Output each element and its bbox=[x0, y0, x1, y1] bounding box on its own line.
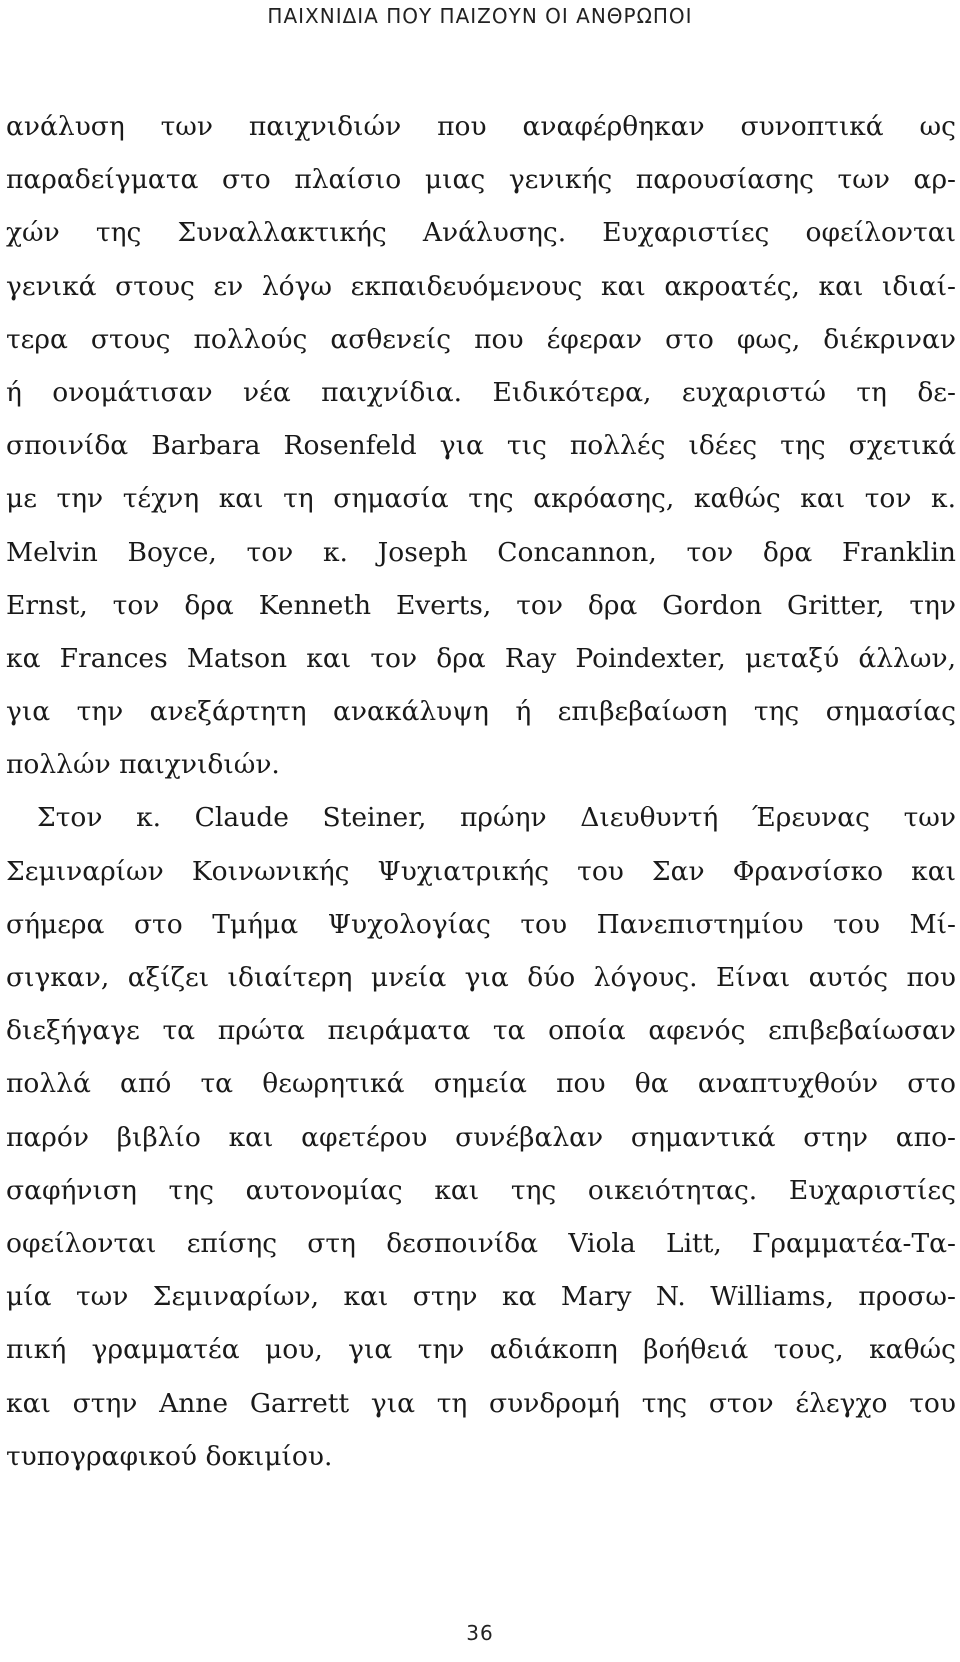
text-line: σαφήνιση της αυτονομίας και της οικειότητας. Ευχαριστίες bbox=[6, 1174, 956, 1206]
text-line: τυπογραφικού δοκιμίου. bbox=[6, 1440, 333, 1472]
text-line: παρόν βιβλίο και αφετέρου συνέβαλαν σημαντικά στην απο- bbox=[6, 1121, 956, 1153]
text-line: ανάλυση των παιχνιδιών που αναφέρθηκαν συνοπτικά ως bbox=[6, 111, 956, 142]
text-line: Ernst, τον δρα Kenneth Everts, τον δρα Gordon Gritter, την bbox=[6, 589, 956, 621]
text-line: πολλών παιχνιδιών. bbox=[6, 749, 280, 781]
text-line: πική γραμματέα μου, για την αδιάκοπη βοήθειά τους, καθώς bbox=[6, 1334, 956, 1366]
page-number: 36 bbox=[466, 1621, 494, 1645]
text-line: κα Frances Matson και τον δρα Ray Poindexter, μεταξύ άλλων, bbox=[6, 642, 956, 674]
text-line: σήμερα στο Τμήμα Ψυχολογίας του Πανεπιστημίου του Μί- bbox=[6, 908, 956, 940]
text-line: για την ανεξάρτητη ανακάλυψη ή επιβεβαίωση της σημασίας bbox=[6, 696, 956, 728]
text-line: παραδείγματα στο πλαίσιο μιας γενικής παρουσίασης των αρ- bbox=[6, 164, 956, 196]
text-line: ή ονομάτισαν νέα παιχνίδια. Ειδικότερα, ευχαριστώ τη δε- bbox=[6, 376, 956, 408]
running-header: ΠΑΙΧΝΙΔΙΑ ΠΟΥ ΠΑΙΖΟΥΝ ΟΙ ΑΝΘΡΩΠΟΙ bbox=[267, 4, 693, 28]
text-line: χών της Συναλλακτικής Ανάλυσης. Ευχαριστίες οφείλονται bbox=[6, 217, 956, 249]
text-line: γενικά στους εν λόγω εκπαιδευόμενους και ακροατές, και ιδιαί- bbox=[6, 270, 956, 302]
text-line: τερα στους πολλούς ασθενείς που έφεραν στο φως, διέκριναν bbox=[6, 323, 956, 355]
text-line: σιγκαν, αξίζει ιδιαίτερη μνεία για δύο λόγους. Είναι αυτός που bbox=[6, 962, 956, 993]
text-line: Στον κ. Claude Steiner, πρώην Διευθυντή Έρευνας των bbox=[37, 802, 956, 834]
text-line: σποινίδα Barbara Rosenfeld για τις πολλές ιδέες της σχετικά bbox=[6, 430, 956, 462]
body-text bbox=[6, 100, 956, 1483]
text-line: και στην Anne Garrett για τη συνδρομή της στον έλεγχο του bbox=[6, 1387, 956, 1419]
text-line: πολλά από τα θεωρητικά σημεία που θα αναπτυχθούν στο bbox=[6, 1068, 956, 1100]
text-line: μία των Σεμιναρίων, και στην κα Mary N. Williams, προσω- bbox=[6, 1281, 956, 1313]
text-line: διεξήγαγε τα πρώτα πειράματα τα οποία αφενός επιβεβαίωσαν bbox=[6, 1015, 956, 1047]
text-line: με την τέχνη και τη σημασία της ακρόασης, καθώς και τον κ. bbox=[6, 483, 956, 515]
text-line: Σεμιναρίων Κοινωνικής Ψυχιατρικής του Σαν Φρανσίσκο και bbox=[6, 855, 956, 887]
text-line: οφείλονται επίσης στη δεσποινίδα Viola Litt, Γραμματέα-Τα- bbox=[6, 1227, 956, 1259]
text-line: Melvin Boyce, τον κ. Joseph Concannon, τον δρα Franklin bbox=[6, 536, 956, 568]
